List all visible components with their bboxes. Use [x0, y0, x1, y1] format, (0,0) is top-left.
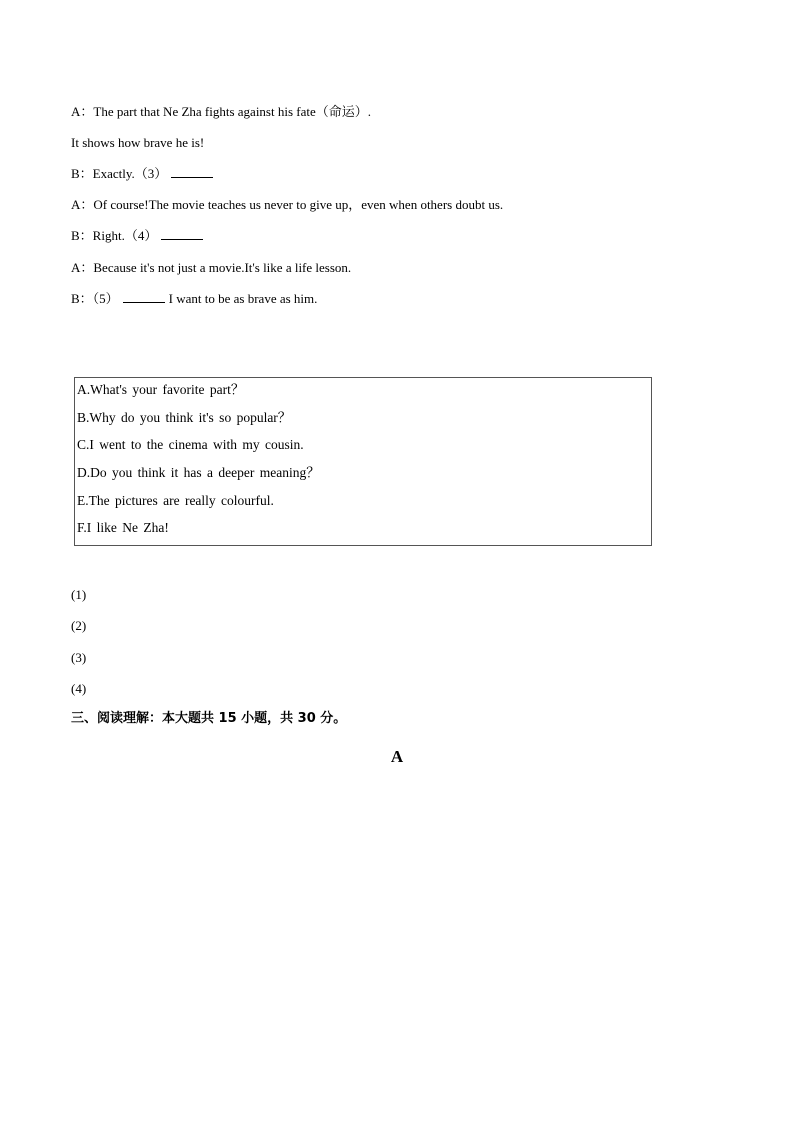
- option-d: D.Do you think it has a deeper meaning？: [77, 465, 320, 480]
- answer-number-4: (4): [71, 681, 87, 696]
- answer-number-2: (2): [71, 618, 87, 633]
- answer-blank-3[interactable]: [171, 166, 213, 178]
- dialogue-line-5-text: B：Right.（4）: [71, 228, 158, 243]
- section-title: 三、阅读理解：本大题共 15 小题，共 30 分。: [71, 711, 347, 726]
- dialogue-line-7-suffix: I want to be as brave as him.: [168, 291, 318, 306]
- dialogue-line-5: [71, 228, 203, 244]
- option-a: A.What's your favorite part？: [77, 382, 245, 397]
- passage-label: A: [390, 747, 404, 766]
- dialogue-line-3: [71, 166, 213, 182]
- dialogue-line-1: A：The part that Ne Zha fights against his fate（命运）.: [71, 104, 372, 119]
- dialogue-line-4: A：Of course!The movie teaches us never to give up，even when others doubt us.: [71, 197, 504, 212]
- dialogue-line-7: [71, 291, 317, 307]
- dialogue-line-7-prefix: B：（5）: [71, 291, 119, 306]
- answer-number-1: (1): [71, 587, 87, 602]
- dialogue-line-2: It shows how brave he is!: [71, 135, 205, 150]
- option-c: C.I went to the cinema with my cousin.: [77, 437, 304, 452]
- option-e: E.The pictures are really colourful.: [77, 493, 274, 508]
- dialogue-line-6: A：Because it's not just a movie.It's like a life lesson.: [71, 260, 352, 275]
- dialogue-line-3-text: B：Exactly.（3）: [71, 166, 168, 181]
- options-box: [74, 377, 652, 546]
- answer-number-3: (3): [71, 650, 87, 665]
- answer-blank-5[interactable]: [123, 291, 165, 303]
- option-b: B.Why do you think it's so popular？: [77, 410, 292, 425]
- answer-blank-4[interactable]: [161, 228, 203, 240]
- option-f: F.I like Ne Zha!: [77, 520, 169, 535]
